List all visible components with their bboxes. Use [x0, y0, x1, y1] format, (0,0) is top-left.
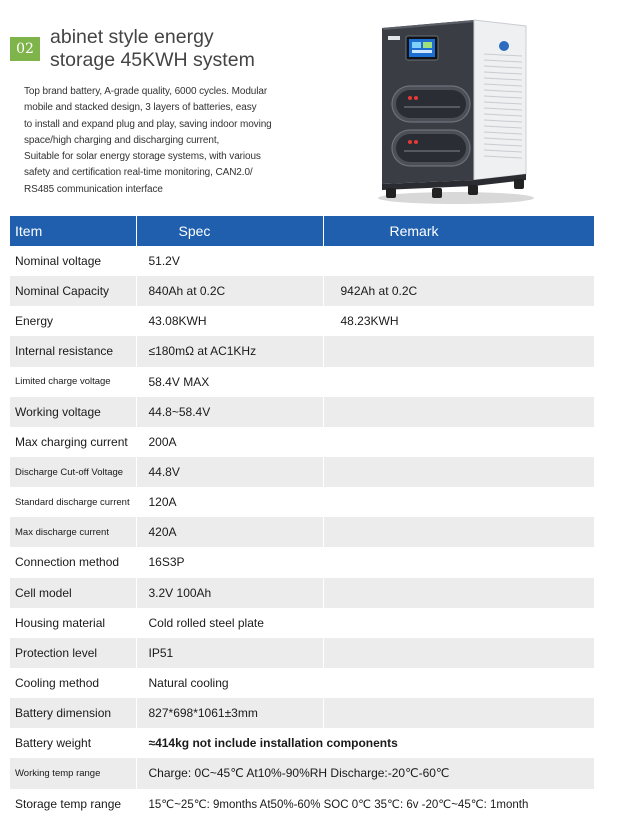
column-header-remark: Remark: [323, 216, 594, 246]
row-spec: 58.4V MAX: [136, 367, 323, 397]
row-spec: 16S3P: [136, 547, 323, 577]
row-spec: 120A: [136, 487, 323, 517]
description-line: mobile and stacked design, 3 layers of batteries, easy: [24, 102, 257, 114]
row-spec: ≤180mΩ at AC1KHz: [136, 336, 323, 366]
description-line: safety and certification real-time monitoring, CAN2.0/: [24, 167, 253, 179]
row-spec: 3.2V 100Ah: [136, 578, 323, 608]
product-title: [50, 26, 380, 72]
row-item: Cooling method: [10, 668, 136, 698]
row-item: Energy: [10, 306, 136, 336]
row-spec: 200A: [136, 427, 323, 457]
description-line: to install and expand plug and play, saving indoor moving: [24, 118, 272, 130]
row-spec: 44.8~58.4V: [136, 397, 323, 427]
row-item: Cell model: [10, 578, 136, 608]
table-row: [10, 668, 594, 698]
row-remark: [323, 457, 594, 487]
table-row: [10, 547, 594, 577]
table-row: [10, 517, 594, 547]
row-remark: 48.23KWH: [323, 306, 594, 336]
product-title-line-1: abinet style energy: [50, 26, 214, 48]
row-remark: [323, 427, 594, 457]
product-description: [24, 84, 329, 198]
row-spec: IP51: [136, 638, 323, 668]
row-item: Battery weight: [10, 728, 136, 758]
table-row: [10, 367, 594, 397]
row-item: Nominal voltage: [10, 246, 136, 276]
description-line: RS485 communication interface: [24, 183, 163, 195]
row-item: Storage temp range: [10, 789, 136, 819]
row-remark: [323, 487, 594, 517]
table-row: [10, 698, 594, 728]
row-spec: 15℃~25℃: 9months At50%-60% SOC 0℃ 35℃: 6v -20℃~45℃: 1month: [136, 789, 594, 819]
row-item: Internal resistance: [10, 336, 136, 366]
description-line: space/high charging and discharging current,: [24, 134, 220, 146]
row-remark: [323, 336, 594, 366]
row-item: Connection method: [10, 547, 136, 577]
row-spec: 51.2V: [136, 246, 323, 276]
row-remark: [323, 608, 594, 638]
row-item: Discharge Cut-off Voltage: [10, 457, 136, 487]
description-line: Top brand battery, A-grade quality, 6000 cycles. Modular: [24, 86, 268, 97]
row-item: Battery dimension: [10, 698, 136, 728]
row-item: Working voltage: [10, 397, 136, 427]
table-row: [10, 246, 594, 276]
table-row: [10, 487, 594, 517]
row-spec: Natural cooling: [136, 668, 323, 698]
row-spec: Cold rolled steel plate: [136, 608, 323, 638]
column-header-spec: Spec: [136, 216, 323, 246]
section-number-badge: 02: [10, 37, 40, 61]
table-row: [10, 276, 594, 306]
row-spec: Charge: 0C~45℃ At10%-90%RH Discharge:-20℃-60℃: [136, 758, 594, 788]
row-item: Standard discharge current: [10, 487, 136, 517]
table-row: [10, 336, 594, 366]
row-spec: 44.8V: [136, 457, 323, 487]
table-row: [10, 638, 594, 668]
row-item: Working temp range: [10, 758, 136, 788]
table-row: [10, 608, 594, 638]
product-title-line-2: storage 45KWH system: [50, 49, 255, 71]
table-row: [10, 397, 594, 427]
row-remark: [323, 547, 594, 577]
product-header: [0, 0, 631, 212]
table-row: [10, 789, 594, 819]
row-item: Nominal Capacity: [10, 276, 136, 306]
row-remark: [323, 668, 594, 698]
specification-table: [10, 216, 594, 819]
row-remark: 942Ah at 0.2C: [323, 276, 594, 306]
row-spec: 420A: [136, 517, 323, 547]
row-spec: 840Ah at 0.2C: [136, 276, 323, 306]
row-remark: [323, 517, 594, 547]
description-line: Suitable for solar energy storage systems, with various: [24, 151, 261, 163]
table-row: [10, 427, 594, 457]
row-spec: 43.08KWH: [136, 306, 323, 336]
row-item: Max discharge current: [10, 517, 136, 547]
row-remark: [323, 638, 594, 668]
row-remark: [323, 397, 594, 427]
row-remark: [323, 367, 594, 397]
battery-cabinet-image: [376, 14, 536, 206]
table-header-row: [10, 216, 594, 246]
table-row: [10, 758, 594, 788]
row-remark: [323, 698, 594, 728]
row-spec: 827*698*1061±3mm: [136, 698, 323, 728]
row-item: Housing material: [10, 608, 136, 638]
row-item: Limited charge voltage: [10, 367, 136, 397]
row-remark: [323, 246, 594, 276]
column-header-item: Item: [10, 216, 136, 246]
table-row: [10, 728, 594, 758]
table-row: [10, 578, 594, 608]
row-item: Max charging current: [10, 427, 136, 457]
row-item: Protection level: [10, 638, 136, 668]
row-remark: [323, 578, 594, 608]
table-row: [10, 457, 594, 487]
table-row: [10, 306, 594, 336]
row-spec: ≈414kg not include installation components: [136, 728, 594, 758]
